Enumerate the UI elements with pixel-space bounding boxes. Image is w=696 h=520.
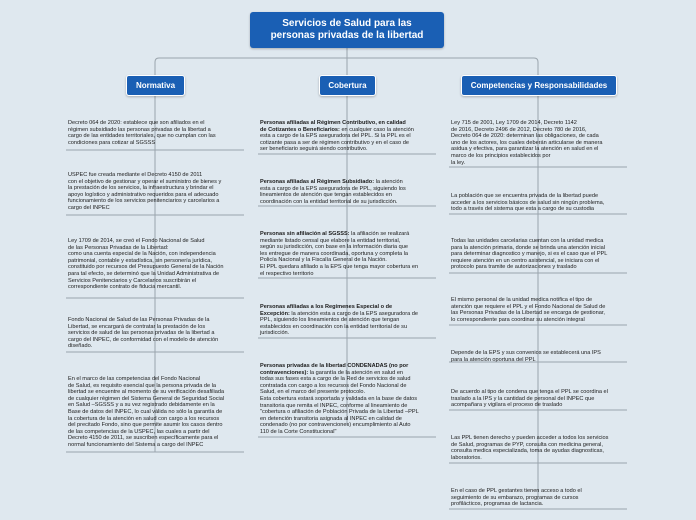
competencias-leaf-5[interactable]: Depende de la EPS y sus convenios se establecerá una IPS para la atención oportuna del PPL: [451, 350, 601, 363]
branch-competencias[interactable]: Competencias y Responsabilidades: [461, 75, 617, 96]
cobertura-leaf-5-heading: Personas privadas de la libertad CONDENADAS (no por contravenciones):: [260, 363, 409, 376]
cobertura-leaf-2-text: la atención esta a cargo de la EPS aseguradora de PPL, siguiendo los lineamientos de atención que tengan establecidos en coordinación con la entidad territorial de su jurisdicción.: [260, 179, 406, 205]
root-topic[interactable]: [250, 12, 444, 48]
connector-root-normativa: [155, 48, 347, 75]
cobertura-leaf-5[interactable]: [260, 363, 419, 436]
normativa-leaf-1[interactable]: Decreto 064 de 2020: establece que son afiliados en el régimen subsidiado las personas privadas de la libertad a cargo de las entidades territoriales, que no cumplan con las condiciones para cotizar al SGSSS: [68, 120, 216, 146]
cobertura-leaf-3-text: la afiliación se realizará mediante listado censal que elabore la entidad territorial, según su jurisdicción, con base en la información diaria que les entregue de manera coordinada, oportuna y completa la Policía Nacional y la Fiscalía General de la Nación. El PPL quedara afiliado a la EPS que tenga mayor cobertura en el respectivo territorio: [260, 231, 419, 277]
cobertura-leaf-4-text: la atención esta a cargo de la EPS aseguradora de PPL, siguiendo los lineamientos de atención que tengan establecidos en coordinación con la entidad territorial de su jurisdicción.: [260, 310, 418, 337]
branch-cobertura[interactable]: Cobertura: [319, 75, 376, 96]
normativa-leaf-2[interactable]: USPEC fue creada mediante el Decreto 4150 de 2011 con el objetivo de gestionar y operar el suministro de bienes y la prestación de los servicios, la infraestructura y brindar el apoyo logístico y administrativo requeridos para el adecuado funcionamiento de los servicios penitenciarios y carcelarios a cargo del INPEC: [68, 172, 222, 211]
competencias-leaf-2[interactable]: La población que se encuentra privada de la libertad puede acceder a los servicios básicos de salud sin ningún problema, todo a través del sistema que esta a cargo de su custodia: [451, 193, 605, 213]
cobertura-leaf-2[interactable]: [260, 179, 406, 205]
cobertura-leaf-4-heading: Personas afiliadas a los Regímenes Especial o de Excepción:: [260, 304, 393, 317]
cobertura-leaf-2-heading: Personas afiliadas al Régimen Subsidiado:: [260, 179, 375, 185]
cobertura-leaf-1-text: en cualquier caso la atención esta a cargo de la EPS aseguradora del PPL. Si la PPL es el cotizante pasa a ser de régimen contributivo y en el caso de ser beneficiario seguirá siendo contributivo.: [260, 126, 414, 153]
cobertura-leaf-3-heading: Personas sin afiliación al SGSSS:: [260, 231, 350, 237]
competencias-leaf-4[interactable]: El mismo personal de la unidad medica notifica el tipo de atención que requiere el PPL y el Fondo Nacional de Salud de las Personas Privadas de la Libertad se encarga de gestionar, lo correspondiente para coordinar su atención integral: [451, 297, 606, 323]
competencias-leaf-6[interactable]: De acuerdo al tipo de condena que tenga el PPL se coordina el traslado a la IPS y la cantidad de personal del INPEC que acompañara y vigilara el proceso de traslado: [451, 389, 608, 409]
normativa-leaf-4[interactable]: Fondo Nacional de Salud de las Personas Privadas de la Libertad, se encargará de contratar la prestación de los servicios de salud de las personas privadas de la libertad a cargo del INPEC, de conformidad con el modelo de atención diseñado.: [68, 317, 219, 350]
normativa-leaf-5[interactable]: En el marco de las competencias del Fondo Nacional de Salud, es requisito esencial que la persona privada de la libertad se encuentre al momento de su verificación desafiliada de cualquier régimen del Sistema General de Seguridad Social en Salud –SGSSS y a su vez registrado debidamente en la Base de datos del INPEC, lo cual válida no sólo la garantía de la cobertura de la atención en salud con cargo a los recursos del precitado Fondo, sino que permite asumir los casos dentro de las competencias de la USPEC, las cuales a partir del Decreto 4150 de 2011, se suscriben específicamente para el normal funcionamiento del Sistema a cargo del INPEC: [68, 376, 225, 448]
competencias-leaf-1[interactable]: Ley 715 de 2001, Ley 1709 de 2014, Decreto 1142 de 2016, Decreto 2496 de 2012, Decreto 780 de 2016, Decreto 064 de 2020: determinan las obligaciones, de cada uno de los actores, los cuales deberán articularse de manera asidua y efectiva, para garantizar la atención en salud en el marco de los principios establecidos por la ley.: [451, 120, 603, 166]
cobertura-leaf-3[interactable]: [260, 231, 418, 277]
competencias-leaf-8[interactable]: En el caso de PPL gestantes tienen acceso a todo el seguimiento de su embarazo, programas de cursos profilácticos, programas de lactancia.: [451, 488, 582, 508]
cobertura-leaf-5-text: la garantía de la atención en salud en todas sus fases esta a cargo de la Red de servicios de salud contratada con cargo a los recursos del Fondo Nacional de Salud, en el marco del presente protocolo. Esta cobertura estará soportada y validada en la base de datos transitoria que remita el INPEC, conforme al lineamiento de "cobertura o afiliación de Población Privada de la Libertad –PPL en detención transitoria asignada al INPEC en calidad de condenado (no por contravenciones) encumplimiento al Auto 110 de la Corte Constitucional": [260, 369, 419, 435]
branch-normativa[interactable]: Normativa: [126, 75, 185, 96]
connector-root-competencias: [347, 58, 538, 75]
normativa-leaf-3[interactable]: Ley 1709 de 2014, se creó el Fondo Nacional de Salud de las Personas Privadas de la Libertad: como una cuenta especial de la Nación, con independencia patrimonial, contable y estadística, sin personería jurídica, constituido por recursos del Presupuesto General de la Nación para tal efecto, se determinó que la Unidad Administrativa de Servicios Penitenciarios y Carcelarios suscribirán el correspondiente contrato de fiducia mercantil.: [68, 238, 224, 291]
root-title-line2: personas privadas de la libertad: [270, 30, 424, 41]
cobertura-leaf-1[interactable]: [260, 120, 414, 153]
competencias-leaf-3[interactable]: Todas las unidades carcelarias cuentan con la unidad medica para la atención primaria, donde se brinda una atención inicial para determinar diagnostico y manejo, si es el caso que el PPL requiere atención en un centro asistencial, se iniciara con el protocolo para tramite de autorizaciones y traslado: [451, 238, 608, 271]
competencias-leaf-7[interactable]: Las PPL tienen derecho y pueden acceder a todos los servicios de Salud, programas de PYP, consulta con medicina general, consulta medica especializada, toma de ayudas diagnosticas, laboratorios.: [451, 435, 609, 461]
cobertura-leaf-1-heading: Personas afiliadas al Régimen Contributivo, en calidad de Cotizantes o Beneficiarios:: [260, 120, 406, 133]
cobertura-leaf-4[interactable]: [260, 304, 418, 337]
root-title-line1: Servicios de Salud para las: [282, 18, 412, 29]
